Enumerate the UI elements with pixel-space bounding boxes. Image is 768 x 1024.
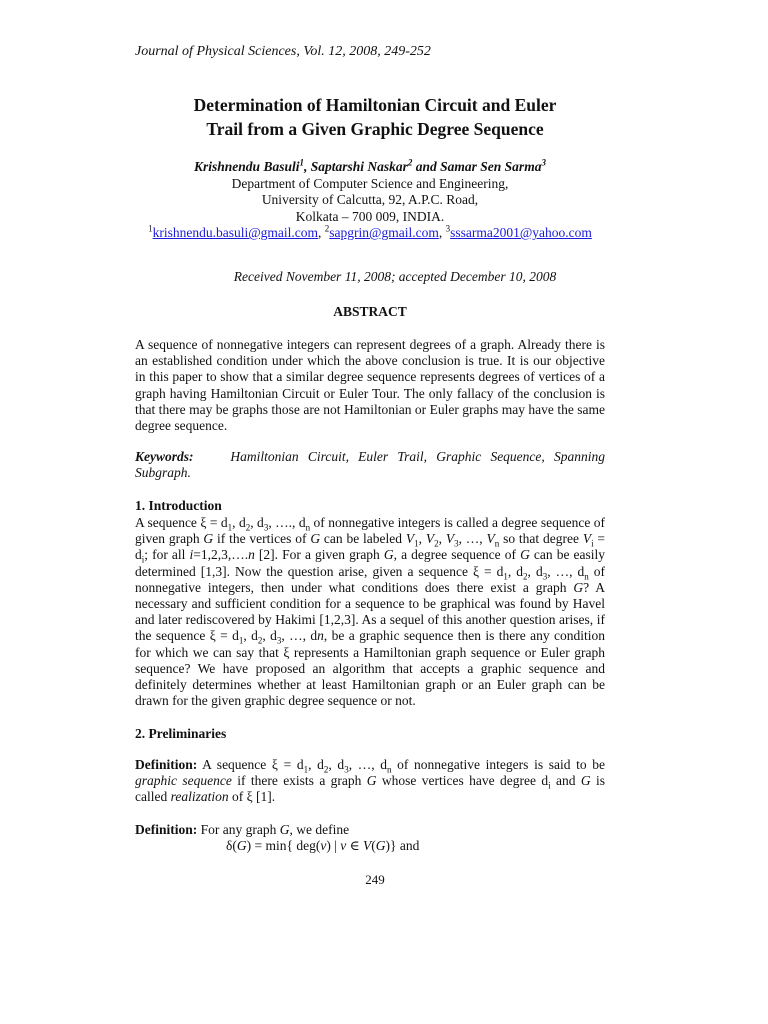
author-3: Samar Sen Sarma xyxy=(440,159,542,174)
received-date: Received November 11, 2008; accepted December 10, 2008 xyxy=(233,269,557,284)
definition-graphic-sequence: Definition: A sequence $\xi = d_1$, $d_2$, $d_3$, …, $d_n$ of nonnegative integers is said to be graphic sequence if there exists a graph G whose vertices have degree $d_i$ and G is called realization of ξ [1]. xyxy=(135,757,606,805)
introduction-text: A sequence $\xi = d_1$, $d_2$, $d_3$, …., $d_n$ of nonnegative integers is called a degree sequence of given graph G if the vertices of G can be labeled $V_1$, $V_2$, $V_3$, …, $V_n$ so that degree $V_i = d_i$; for all i=1,2,3,….n [2]. For a given graph G, a degree sequence of G can be easily determined [1,3]. Now the question arise, given a sequence $\xi = d_1$, $d_2$, $d_3$, …, $d_n$ of nonnegative integers, then under what conditions does there exist a graph G? A necessary and sufficient condition for a sequence to be graphical was found by Havel and later rediscovered by Hakimi [1,2,3]. As a sequel of this another question arises, if the sequence $\xi = d_1$, $d_2$, $d_3$, …, dn, be a graphic sequence then is there any condition for which we can say that ξ represents a Hamiltonian graph sequence or Euler graph sequence? We have proposed an algorithm that accepts a graphic sequence and definitely determines whether at least Hamiltonian graph or an Euler graph can be drawn for the given graphic degree sequence or not. xyxy=(135,515,606,709)
affiliation-line-2: University of Calcutta, 92, A.P.C. Road, xyxy=(261,192,479,207)
abstract-heading: ABSTRACT xyxy=(333,304,407,319)
affiliation-line-1: Department of Computer Science and Engineering, xyxy=(231,175,509,191)
title-line-1: Determination of Hamiltonian Circuit and Euler xyxy=(193,95,557,115)
title-line-2: Trail from a Given Graphic Degree Sequence xyxy=(206,119,544,139)
email-link-1[interactable]: krishnendu.basuli@gmail.com xyxy=(152,225,319,240)
abstract-text: A sequence of nonnegative integers can represent degrees of a graph. Already there is an established condition under which the above conclusion is true. It is our objective in this paper to show that a similar degree sequence represents degrees of vertices of a graph having Hamiltonian Circuit or Euler Tour. The only fallacy of the conclusion is that there may be graphs those are not Hamiltonian or Euler graphs may have the same degree sequence. xyxy=(135,337,605,434)
author-block xyxy=(135,159,605,242)
author-2: Saptarshi Naskar xyxy=(310,159,408,174)
page-number: 249 xyxy=(365,872,385,887)
keywords-text: Hamiltonian Circuit, Euler Trail, Graphic Sequence, Spanning Subgraph. xyxy=(135,449,605,481)
email-link-2[interactable]: sapgrin@gmail.com xyxy=(329,225,439,240)
definition-label: Definition: xyxy=(135,757,198,772)
keywords xyxy=(135,449,605,481)
affiliation-line-3: Kolkata – 700 009, INDIA. xyxy=(295,208,445,224)
keywords-label: Keywords: xyxy=(135,449,194,464)
author-names: Krishnendu Basuli$^1$, Saptarshi Naskar$^2$ and Samar Sen Sarma$^3$ xyxy=(194,157,546,174)
author-1: Krishnendu Basuli xyxy=(194,159,300,174)
min-degree-formula: δ(G) = min{ deg(v) | v ∈ V(G)} and xyxy=(226,838,420,853)
section-heading-introduction: 1. Introduction xyxy=(135,498,222,513)
email-line: $^1$krishnendu.basuli@gmail.com, $^2$sapgrin@gmail.com, $^3$sssarma2001@yahoo.com xyxy=(148,223,592,240)
definition-label-2: Definition: xyxy=(135,822,198,837)
section-heading-preliminaries: 2. Preliminaries xyxy=(135,726,227,741)
journal-reference: Journal of Physical Sciences, Vol. 12, 2008, 249-252 xyxy=(135,44,431,59)
definition-min-degree: Definition: For any graph G, we define xyxy=(135,822,350,837)
paper-title xyxy=(105,93,645,141)
email-link-3[interactable]: sssarma2001@yahoo.com xyxy=(450,225,592,240)
